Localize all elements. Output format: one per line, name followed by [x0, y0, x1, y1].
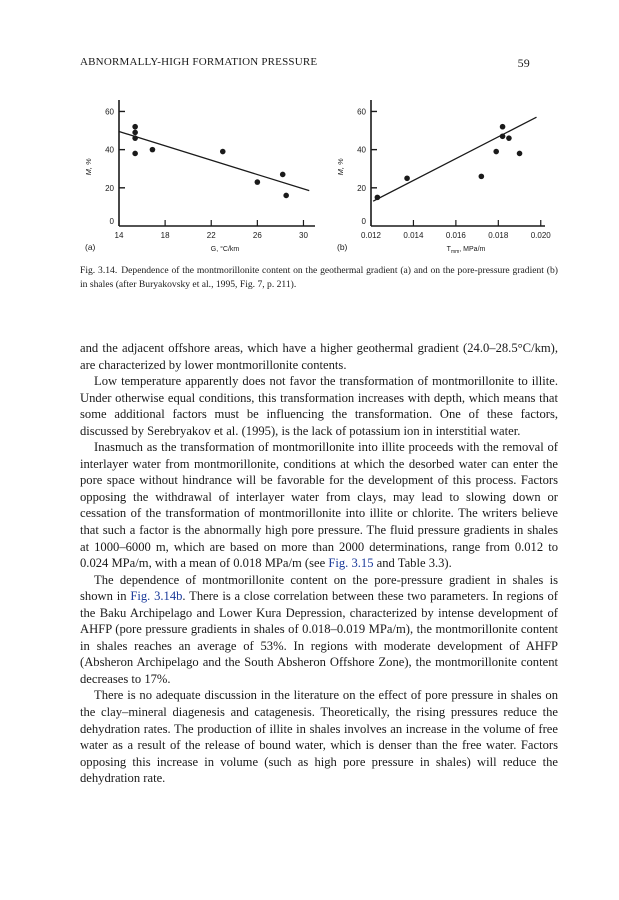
panel-a-y-axis-label: M, %	[84, 158, 93, 176]
paragraph-2: Low temperature apparently does not favor the transformation of montmorillonite to illite. Under otherwise equal conditions, this transformation increases with depth, which means that some additional factors must be influencing the transformation. One of these factors, discussed by Serebryakov et al. (1995), is the lack of potassium ion in interstitial water.	[80, 374, 558, 438]
paragraph-4-text: The dependence of montmorillonite content on the pore-pressure gradient in shales is shown in	[80, 572, 558, 604]
panel-b	[336, 100, 551, 255]
panel-b-x-tick-label: 0.016	[445, 231, 466, 240]
panel-b-y-tick-label: 40	[357, 145, 366, 155]
panel-a-data-point	[132, 130, 138, 136]
panel-a-x-tick-label: 26	[252, 231, 262, 240]
panel-a-data-point	[220, 149, 226, 155]
paragraph-4-tail: . There is a close correlation between these two parameters. In regions of the Baku Archipelago and Lower Kura Depression, characterized by intense development of AHFP (pore pressure gradients in shales of 0.018–0.019 MPa/m), the montmorillonite content in shales reaches an average of 53%. In regions with moderate development of AHFP (Absheron Archipelago and the South Absheron Offshore Zone), the montmorillonite content decreases to 17%.	[80, 589, 559, 686]
panel-b-data-point	[500, 133, 506, 139]
panel-a-trend-line	[119, 132, 309, 191]
paragraph-4	[80, 572, 558, 688]
panel-a-data-point	[150, 147, 156, 153]
panel-b-x-tick-label: 0.014	[403, 231, 424, 240]
panel-a-y-tick-label: 20	[105, 183, 114, 193]
body-text	[80, 340, 558, 787]
figure-3-14	[75, 92, 565, 262]
panel-b-y-tick-label: 20	[357, 183, 366, 193]
panel-b-data-point	[517, 151, 523, 157]
fig-3-14b-link[interactable]: Fig. 3.14b	[130, 589, 183, 604]
panel-b-y-tick-label: 0	[361, 217, 366, 226]
panel-a-x-tick-label: 22	[206, 231, 216, 240]
caption-text: Dependence of the montmorillonite content on the geothermal gradient (a) and on the pore-pressure gradient (b) in shales (after Buryakovsky et al., 1995, Fig. 7, p. 211).	[80, 265, 558, 290]
paragraph-3	[80, 439, 558, 571]
panel-b-data-point	[506, 135, 512, 141]
fig-3-15-link[interactable]: Fig. 3.15	[328, 556, 374, 571]
running-title: ABNORMALLY-HIGH FORMATION PRESSURE	[80, 56, 318, 68]
panel-a-data-point	[132, 151, 138, 157]
panel-b-x-axis-label: $T_{mm}$, MPa/m	[446, 246, 486, 255]
panel-a-data-point	[132, 124, 138, 130]
panel-b-x-tick-label: 0.020	[530, 231, 551, 240]
panel-a-y-tick-label: 0	[109, 217, 114, 226]
panel-a-data-point	[132, 135, 138, 141]
panel-a-label: (a)	[85, 242, 96, 252]
panel-a-y-tick-label: 60	[105, 107, 114, 117]
paragraph-1: and the adjacent offshore areas, which have a higher geothermal gradient (24.0–28.5°C/km), are characterized by lower montmorillonite contents.	[80, 341, 558, 372]
panel-b-y-tick-label: 60	[357, 107, 366, 117]
paragraph-5: There is no adequate discussion in the literature on the effect of pore pressure in shales on the clay–mineral diagenesis and catagenesis. Theoretically, the rising pressures reduce the dehydration rates. The production of illite in shales involves an increase in the volume of free water as a result of the release of bound water, which is denser than the free water. Factors opposing this increase in volume (such as high pore pressure in shales) will reduce the dehydration rate.	[80, 688, 558, 786]
panel-b-data-point	[479, 174, 485, 180]
panel-b-data-point	[493, 149, 499, 155]
panel-a-data-point	[283, 193, 289, 199]
panel-b-x-tick-label: 0.018	[488, 231, 509, 240]
panel-a-x-axis-label: G, °C/km	[210, 246, 240, 253]
panel-a-y-tick-label: 40	[105, 145, 114, 155]
panel-b-data-point	[404, 175, 410, 181]
panel-a-x-tick-label: 14	[114, 231, 124, 240]
panel-a-x-tick-label: 30	[299, 231, 308, 240]
panel-b-data-point	[500, 124, 506, 130]
panel-a	[84, 100, 315, 253]
panel-a-data-point	[280, 172, 286, 178]
panel-a-x-tick-label: 18	[160, 231, 170, 240]
panel-a-data-point	[255, 179, 261, 185]
panel-b-trend-line	[373, 117, 536, 201]
page-number: 59	[517, 56, 530, 70]
paragraph-3-text: Inasmuch as the transformation of montmorillonite into illite proceeds with the removal of interlayer water from montmorillonite, conditions at which the desorbed water can enter the pore space without hindrance will be favorable for the development of this process. Factors opposing the withdrawal of interlayer water from clays, may lead to slowing down or cessation of the transformation of montmorillonite into illite or chlorite. The writers believe that such a factor is the abnormally high pore pressure. The fluid pressure gradients in shales at 1000–6000 m, which are based on more than 2000 determinations, range from 0.012 to 0.024 MPa/m, with a mean of 0.018 MPa/m (see	[80, 440, 558, 571]
figure-caption	[80, 264, 558, 292]
panel-b-label: (b)	[337, 242, 348, 252]
panel-b-data-point	[375, 195, 381, 201]
panel-b-y-axis-label: M, %	[336, 158, 345, 176]
caption-label: Fig. 3.14.	[80, 265, 118, 276]
panel-b-x-tick-label: 0.012	[360, 231, 382, 240]
paragraph-3-tail: and Table 3.3).	[373, 556, 452, 571]
